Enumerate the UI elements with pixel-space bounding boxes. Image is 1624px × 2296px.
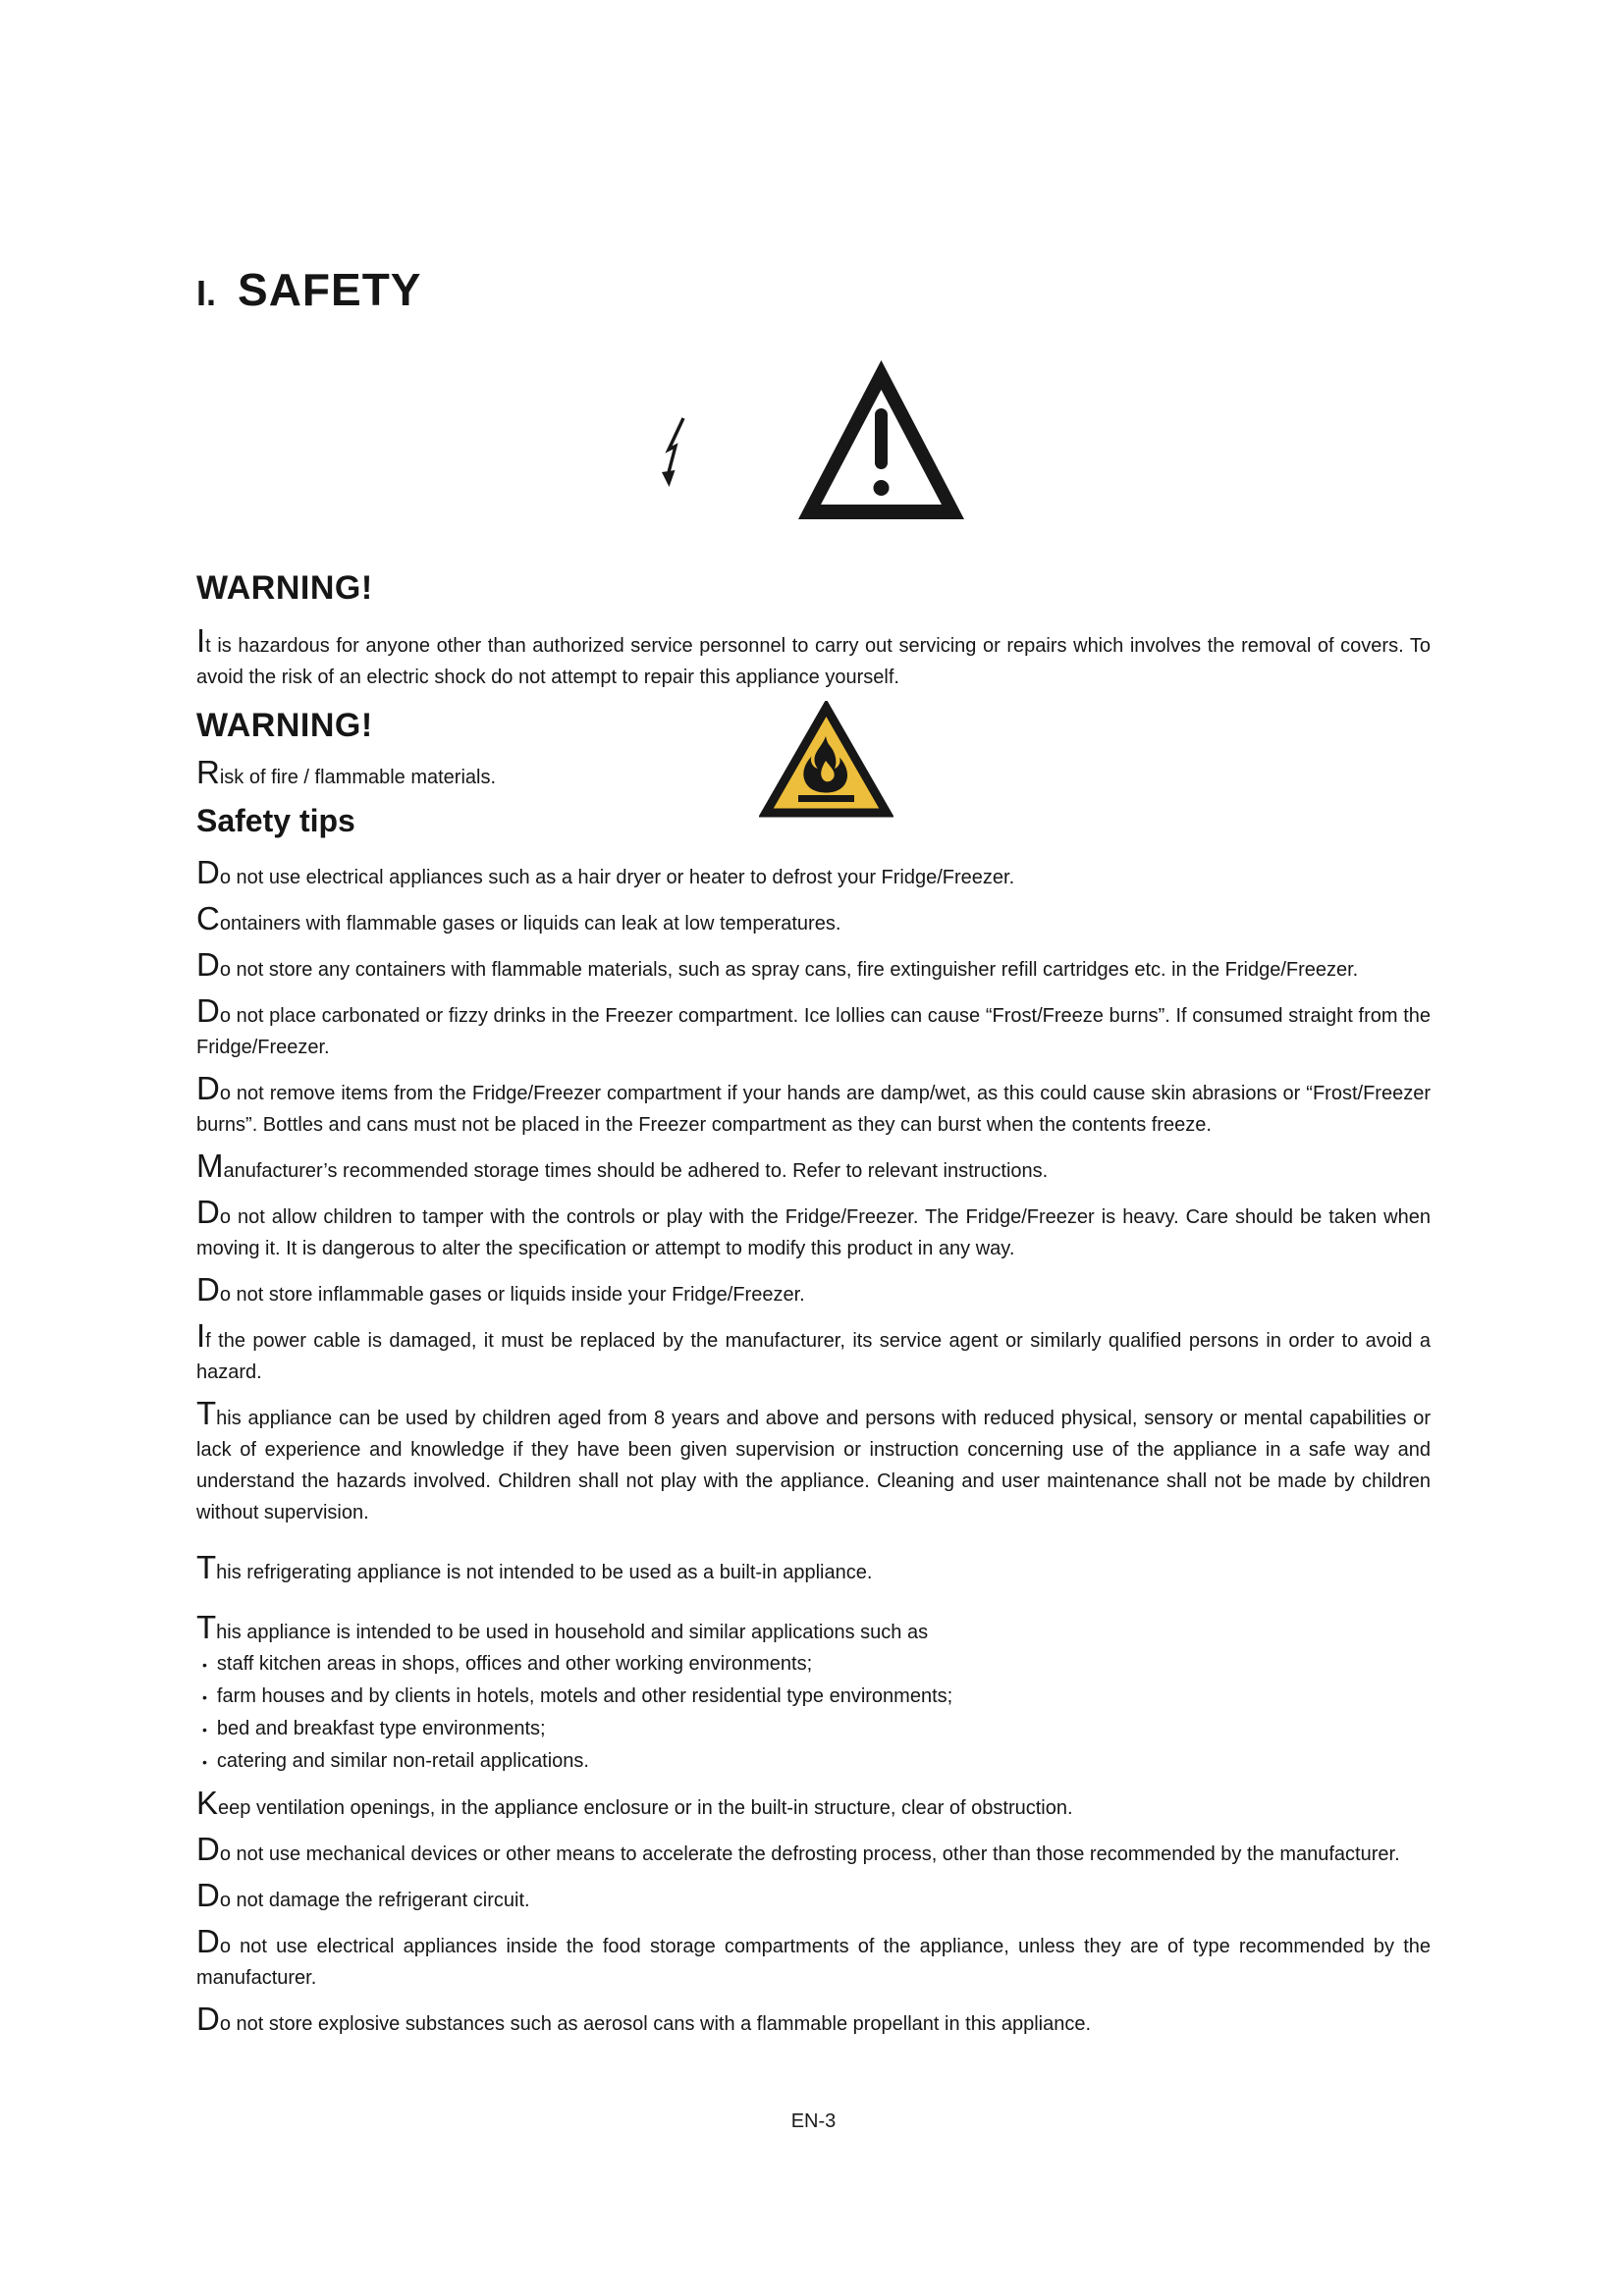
- paragraph-text: o not use electrical appliances such as a hair dryer or heater to defrost your Fridge/Freezer.: [219, 867, 1015, 888]
- paragraph-text: his refrigerating appliance is not intended to be used as a built-in appliance.: [216, 1562, 873, 1583]
- paragraph-text: o not damage the refrigerant circuit.: [219, 1890, 530, 1911]
- bullet-item: [196, 1713, 1431, 1745]
- paragraph-text: anufacturer’s recommended storage times should be adhered to. Refer to relevant instructions.: [223, 1160, 1049, 1182]
- paragraph-text: t is hazardous for anyone other than authorized service personnel to carry out servicing or repairs which involves the removal of covers. To avoid the risk of an electric shock do not attempt to repair this appliance yourself.: [196, 635, 1431, 688]
- section-number: I.: [196, 273, 217, 313]
- paragraph-text: o not store any containers with flammable materials, such as spray cans, fire extinguisher refill cartridges etc. in the Fridge/Freezer.: [219, 959, 1359, 981]
- safety-tips-list: [196, 854, 1431, 2040]
- paragraph-lead-letter: D: [196, 946, 220, 983]
- paragraph-lead-letter: T: [196, 1609, 217, 1645]
- paragraph-text: eep ventilation openings, in the appliance enclosure or in the built-in structure, clear of obstruction.: [218, 1797, 1073, 1819]
- safety-paragraph: [196, 1923, 1431, 1994]
- paragraph-text: o not store explosive substances such as aerosol cans with a flammable propellant in this appliance.: [219, 2013, 1092, 2035]
- paragraph-lead-letter: D: [196, 1194, 220, 1230]
- paragraph-lead-letter: K: [196, 1785, 219, 1821]
- safety-paragraph: [196, 1317, 1431, 1388]
- section-title-row: [196, 263, 1431, 316]
- paragraph-lead-letter: R: [196, 754, 220, 790]
- safety-paragraph: [196, 1877, 1431, 1916]
- safety-paragraph: [196, 1831, 1431, 1870]
- bullet-item: [196, 1745, 1431, 1778]
- paragraph-lead-letter: M: [196, 1148, 224, 1184]
- bullet-item: [196, 1681, 1431, 1713]
- warning-heading-2: WARNING!: [196, 707, 373, 744]
- flammable-materials-icon: [759, 701, 893, 824]
- bullet-dot-icon: •: [202, 1754, 207, 1770]
- paragraph-text: isk of fire / flammable materials.: [219, 767, 497, 788]
- safety-paragraph: [196, 1609, 1431, 1648]
- paragraph-lead-letter: D: [196, 1831, 220, 1867]
- paragraph-text: o not store inflammable gases or liquids inside your Fridge/Freezer.: [219, 1284, 805, 1306]
- safety-paragraph: [196, 1549, 1431, 1588]
- safety-paragraph: [196, 992, 1431, 1063]
- paragraph-lead-letter: D: [196, 1923, 220, 1959]
- paragraph-text: o not use mechanical devices or other means to accelerate the defrosting process, other than those recommended by the manufacturer.: [219, 1843, 1400, 1865]
- bullet-text: staff kitchen areas in shops, offices and other working environments;: [216, 1653, 813, 1675]
- paragraph-text: o not allow children to tamper with the controls or play with the Fridge/Freezer. The Fridge/Freezer is heavy. Care should be taken when moving it. It is dangerous to alter the specification or attempt to modify this product in any way.: [196, 1206, 1431, 1259]
- safety-paragraph: [196, 854, 1431, 893]
- bullet-item: [196, 1648, 1431, 1681]
- paragraph-lead-letter: D: [196, 2001, 220, 2037]
- paragraph-lead-letter: I: [196, 622, 206, 659]
- safety-paragraph: [196, 1785, 1431, 1824]
- safety-paragraph: [196, 1194, 1431, 1264]
- paragraph-text: o not place carbonated or fizzy drinks in the Freezer compartment. Ice lollies can cause “Frost/Freeze burns”. If consumed straight from the Fridge/Freezer.: [196, 1005, 1431, 1058]
- bullet-text: bed and breakfast type environments;: [216, 1718, 546, 1739]
- safety-paragraph: [196, 900, 1431, 939]
- safety-paragraph: [196, 1271, 1431, 1310]
- warning-2-block: [196, 707, 1431, 839]
- high-voltage-icon: [661, 416, 694, 509]
- paragraph-text: ontainers with flammable gases or liquids can leak at low temperatures.: [219, 913, 841, 934]
- page-title: SAFETY: [238, 264, 422, 315]
- paragraph-text: his appliance is intended to be used in household and similar applications such as: [216, 1622, 929, 1643]
- warning-heading-1: WARNING!: [196, 569, 373, 607]
- bullet-dot-icon: •: [202, 1657, 207, 1673]
- bullet-text: catering and similar non-retail applications.: [216, 1750, 589, 1772]
- paragraph-text: his appliance can be used by children aged from 8 years and above and persons with reduced physical, sensory or mental capabilities or lack of experience and knowledge if they have been given supervision or instruction concerning use of the appliance in a safe way and understand the hazards involved. Children shall not play with the appliance. Cleaning and user maintenance shall not be made by children without supervision.: [196, 1408, 1431, 1523]
- safety-paragraph: [196, 1150, 1431, 1187]
- paragraph-lead-letter: T: [196, 1549, 217, 1585]
- hazard-icons-row: [196, 357, 1431, 526]
- paragraph-text: o not use electrical appliances inside the food storage compartments of the appliance, unless they are of type recommended by the manufacturer.: [196, 1936, 1431, 1989]
- safety-paragraph: [196, 1070, 1431, 1141]
- safety-paragraph: [196, 946, 1431, 986]
- bullet-dot-icon: •: [202, 1722, 207, 1737]
- paragraph-lead-letter: D: [196, 854, 220, 890]
- paragraph-lead-letter: C: [196, 900, 220, 936]
- bullet-text: farm houses and by clients in hotels, motels and other residential type environments;: [216, 1685, 953, 1707]
- safety-paragraph: [196, 1395, 1431, 1528]
- bullet-dot-icon: •: [202, 1689, 207, 1705]
- paragraph-lead-letter: D: [196, 992, 220, 1029]
- safety-paragraph: [196, 2003, 1431, 2040]
- paragraph-lead-letter: I: [196, 1317, 206, 1354]
- paragraph-lead-letter: D: [196, 1070, 220, 1106]
- paragraph-text: o not remove items from the Fridge/Freezer compartment if your hands are damp/wet, as this could cause skin abrasions or “Frost/Freezer burns”. Bottles and cans must not be placed in the Freezer compartment as they can burst when the contents freeze.: [196, 1083, 1431, 1136]
- warning-triangle-icon: [795, 357, 967, 527]
- paragraph-text: f the power cable is damaged, it must be replaced by the manufacturer, its service agent or similarly qualified persons in order to avoid a hazard.: [196, 1330, 1431, 1383]
- page-number: EN-3: [790, 2110, 837, 2132]
- paragraph-lead-letter: D: [196, 1271, 220, 1308]
- warning-paragraph-1: [196, 622, 1431, 693]
- paragraph-lead-letter: T: [196, 1395, 217, 1431]
- safety-tips-heading: Safety tips: [196, 803, 355, 838]
- paragraph-lead-letter: D: [196, 1877, 220, 1913]
